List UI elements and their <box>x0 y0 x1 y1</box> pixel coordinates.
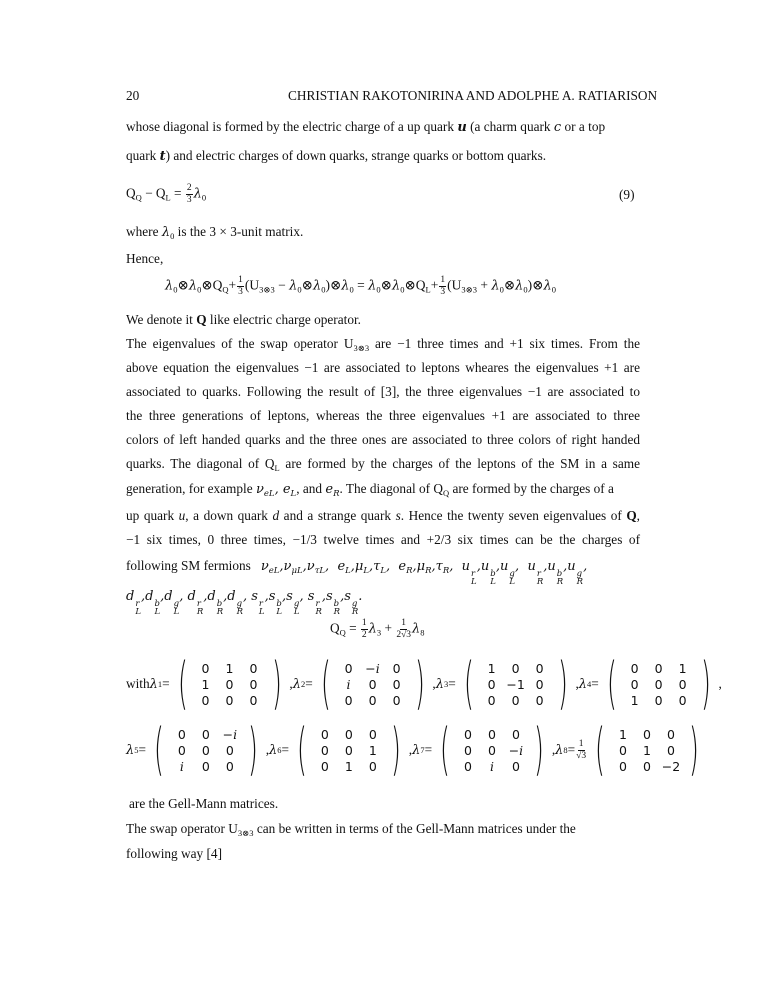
matrix-entry: 0 <box>177 742 186 758</box>
matrix-entry: 0 <box>320 758 329 774</box>
matrix-entry: 0 <box>678 676 687 692</box>
matrix-lambda7: ( 0 0 0 0 0 −i 0 i 0 ) <box>440 717 544 782</box>
matrix-entry: 1 <box>225 660 234 676</box>
matrix-entry: 0 <box>463 758 472 774</box>
matrix-entry: 0 <box>642 726 651 742</box>
matrix-entry: 0 <box>225 758 234 774</box>
text-line: up quark u, a down quark d and a strange quark s. Hence the twenty seven eigenvalues of Q, <box>126 508 640 523</box>
matrix-entry: i <box>179 758 184 774</box>
matrix-entry: 0 <box>368 758 377 774</box>
text-line: Hence, <box>126 251 164 266</box>
matrix-entry: i <box>346 676 351 692</box>
text-line: above equation the eigenvalues −1 are associated to leptons wheares the eigenvalues +1 are <box>126 360 640 375</box>
text-line: are the Gell-Mann matrices. <box>129 796 279 811</box>
matrix-entry: 0 <box>463 726 472 742</box>
matrix-lambda3: ( 1 0 0 0 −1 0 0 0 0 ) <box>463 651 568 716</box>
gellmann-row-2: λ 5 = ( 0 0 −i 0 0 0 i 0 0 ) , λ 6 = ( 0 0 0 0 0 1 0 1 0 ) , λ 7 = ( 0 0 0 0 0 −i 0 i 0 ) , λ 8 = $\frac{1}{√3}$ ( 1 0 0 0 1 0 0 0 −2 ) <box>126 726 707 774</box>
matrix-entry: 0 <box>368 676 377 692</box>
matrix-entry: 0 <box>225 742 234 758</box>
matrix-entry: 0 <box>511 692 520 708</box>
matrix-entry: 0 <box>642 758 651 774</box>
matrix-entry: 0 <box>249 660 258 676</box>
matrix-entry: 0 <box>201 692 210 708</box>
matrix-entry: 0 <box>487 726 496 742</box>
matrix-entry: −1 <box>506 676 525 692</box>
matrix-entry: −i <box>508 742 524 758</box>
matrix-lambda6: ( 0 0 0 0 0 1 0 1 0 ) <box>297 717 401 782</box>
fermion-list-line1: following SM fermions $\nu_{eL},\nu_{\mu L},\nu_{\tau L}$, $e_L,\mu_L,\tau_L$, $e_R,\mu_R,\tau_R$, u r L ,u b L ,u g L , u r R ,u b R ,u g R , <box>126 558 588 587</box>
matrix-lambda8: ( 1 0 0 0 1 0 0 0 −2 ) <box>595 717 699 782</box>
matrix-entry: 0 <box>392 660 401 676</box>
matrix-entry: 1 <box>201 676 210 692</box>
text-line: −1 six times, 0 three times, −1/3 twelve times and +2/3 six times can be the charges of <box>126 532 640 547</box>
matrix-entry: 0 <box>511 726 520 742</box>
matrix-lambda1: ( 0 1 0 1 0 0 0 0 0 ) <box>177 651 282 716</box>
equation-9: $Q_Q - Q_L$ = $\frac{2}{3}$ $\lambda_0$ <box>126 183 207 205</box>
matrix-entry: 0 <box>344 692 353 708</box>
matrix-entry: 0 <box>535 676 544 692</box>
matrix-entry: 0 <box>368 726 377 742</box>
matrix-entry: 0 <box>630 676 639 692</box>
matrix-entry: 0 <box>630 660 639 676</box>
matrix-entry: 0 <box>368 692 377 708</box>
matrix-entry: 0 <box>201 660 210 676</box>
equation-qq: $Q_Q$ = $\frac{1}{2}$ $\lambda_3$ + $\frac{1}{2√3}$ $\lambda_8$ <box>330 618 425 640</box>
matrix-entry: 1 <box>642 742 651 758</box>
matrix-entry: 0 <box>201 726 210 742</box>
matrix-entry: 0 <box>344 660 353 676</box>
matrix-entry: 0 <box>487 676 496 692</box>
matrix-entry: 0 <box>511 660 520 676</box>
matrix-entry: −i <box>222 726 238 742</box>
matrix-entry: 1 <box>487 660 496 676</box>
text-line: The swap operator $U_{3\otimes 3}$ can be written in terms of the Gell-Mann matrices under the <box>126 821 576 838</box>
equation-hence: $\lambda_0\otimes\lambda_0\otimes Q_Q+$ $\frac{1}{3}$ ($U_{3\otimes 3}$ − $\lambda_0\otimes\lambda_0)\otimes\lambda_0$ = $\lambda_0\otimes\lambda_0\otimes Q_L+$ $\frac{1}{3}$ ($U_{3\otimes 3}$ + $\lambda_0\otimes\lambda_0)\otimes\lambda_0$ <box>165 275 556 297</box>
matrix-entry: 0 <box>225 692 234 708</box>
matrix-entry: 0 <box>487 692 496 708</box>
text-line: generation, for example $\nu_{eL}$, $e_L$, and $e_R$. The diagonal of $Q_Q$ are formed by the charges of a <box>126 481 614 499</box>
matrix-entry: 0 <box>678 692 687 708</box>
matrix-entry: 1 <box>630 692 639 708</box>
text-line: following way [4] <box>126 846 223 861</box>
matrix-entry: 1 <box>618 726 627 742</box>
text-line: colors of left handed quarks and the three ones are associated to three colors of right handed <box>126 432 640 447</box>
text-line: whose diagonal is formed by the electric charge of a up quark u (a charm quark c or a top <box>126 119 606 135</box>
matrix-entry: 0 <box>487 742 496 758</box>
matrix-entry: 0 <box>225 676 234 692</box>
equation-number: (9) <box>619 187 635 202</box>
matrix-entry: 0 <box>511 758 520 774</box>
fermion-list-line2: d r L ,d b L ,d g L , d r R ,d b R ,d g R , s r L ,s b L ,s g L , s r R ,s b R ,s g R . <box>126 589 363 617</box>
matrix-entry: 0 <box>535 692 544 708</box>
matrix-entry: 0 <box>344 726 353 742</box>
matrix-entry: 0 <box>618 742 627 758</box>
matrix-entry: −2 <box>661 758 681 774</box>
matrix-entry: 0 <box>666 742 675 758</box>
matrix-entry: i <box>489 758 494 774</box>
text-line: associated to quarks. Following the result of [3], the three eigenvalues −1 are associated to <box>126 384 640 399</box>
gellmann-row-1: with λ 1 = ( 0 1 0 1 0 0 0 0 0 ) , λ 2 = ( 0 −i 0 i 0 0 0 0 0 ) , λ 3 = ( 1 0 0 0 −1 0 0 0 0 ) , λ 4 = ( 0 0 1 0 0 0 1 0 0 ) , <box>126 651 722 716</box>
text-line: The eigenvalues of the swap operator $U_{3\otimes 3}$ are −1 three times and +1 six times. From the <box>126 336 640 353</box>
matrix-entry: 0 <box>654 692 663 708</box>
text-line: the three generations of leptons, whereas the three eigenvalues +1 are associated to three <box>126 408 640 423</box>
text-line: where $\lambda_0$ is the 3 × 3-unit matrix. <box>126 224 304 241</box>
matrix-lambda4: ( 0 0 1 0 0 0 1 0 0 ) <box>606 651 711 716</box>
matrix-entry: 1 <box>368 742 377 758</box>
matrix-entry: 0 <box>654 660 663 676</box>
matrix-entry: 0 <box>463 742 472 758</box>
matrix-entry: 0 <box>320 726 329 742</box>
text-line: quarks. The diagonal of $Q_L$ are formed by the charges of the leptons of the SM in a same <box>126 456 641 473</box>
matrix-entry: 0 <box>249 676 258 692</box>
matrix-entry: 0 <box>344 742 353 758</box>
matrix-entry: 0 <box>392 676 401 692</box>
running-header: CHRISTIAN RAKOTONIRINA AND ADOLPHE A. RATIARISON <box>288 88 658 103</box>
matrix-entry: 0 <box>201 758 210 774</box>
text-line: quark t) and electric charges of down quarks, strange quarks or bottom quarks. <box>126 148 547 164</box>
matrix-entry: 0 <box>392 692 401 708</box>
matrix-entry: 0 <box>249 692 258 708</box>
matrix-lambda2: ( 0 −i 0 i 0 0 0 0 0 ) <box>320 651 425 716</box>
text-line: We denote it Q like electric charge operator. <box>126 312 361 327</box>
matrix-entry: 0 <box>654 676 663 692</box>
matrix-lambda5: ( 0 0 −i 0 0 0 i 0 0 ) <box>154 717 258 782</box>
matrix-entry: 1 <box>678 660 687 676</box>
matrix-entry: 0 <box>177 726 186 742</box>
matrix-entry: −i <box>365 660 380 676</box>
matrix-entry: 0 <box>618 758 627 774</box>
page-number: 20 <box>126 88 140 103</box>
matrix-entry: 0 <box>320 742 329 758</box>
matrix-entry: 1 <box>344 758 353 774</box>
matrix-entry: 0 <box>201 742 210 758</box>
matrix-entry: 0 <box>535 660 544 676</box>
matrix-entry: 0 <box>666 726 675 742</box>
